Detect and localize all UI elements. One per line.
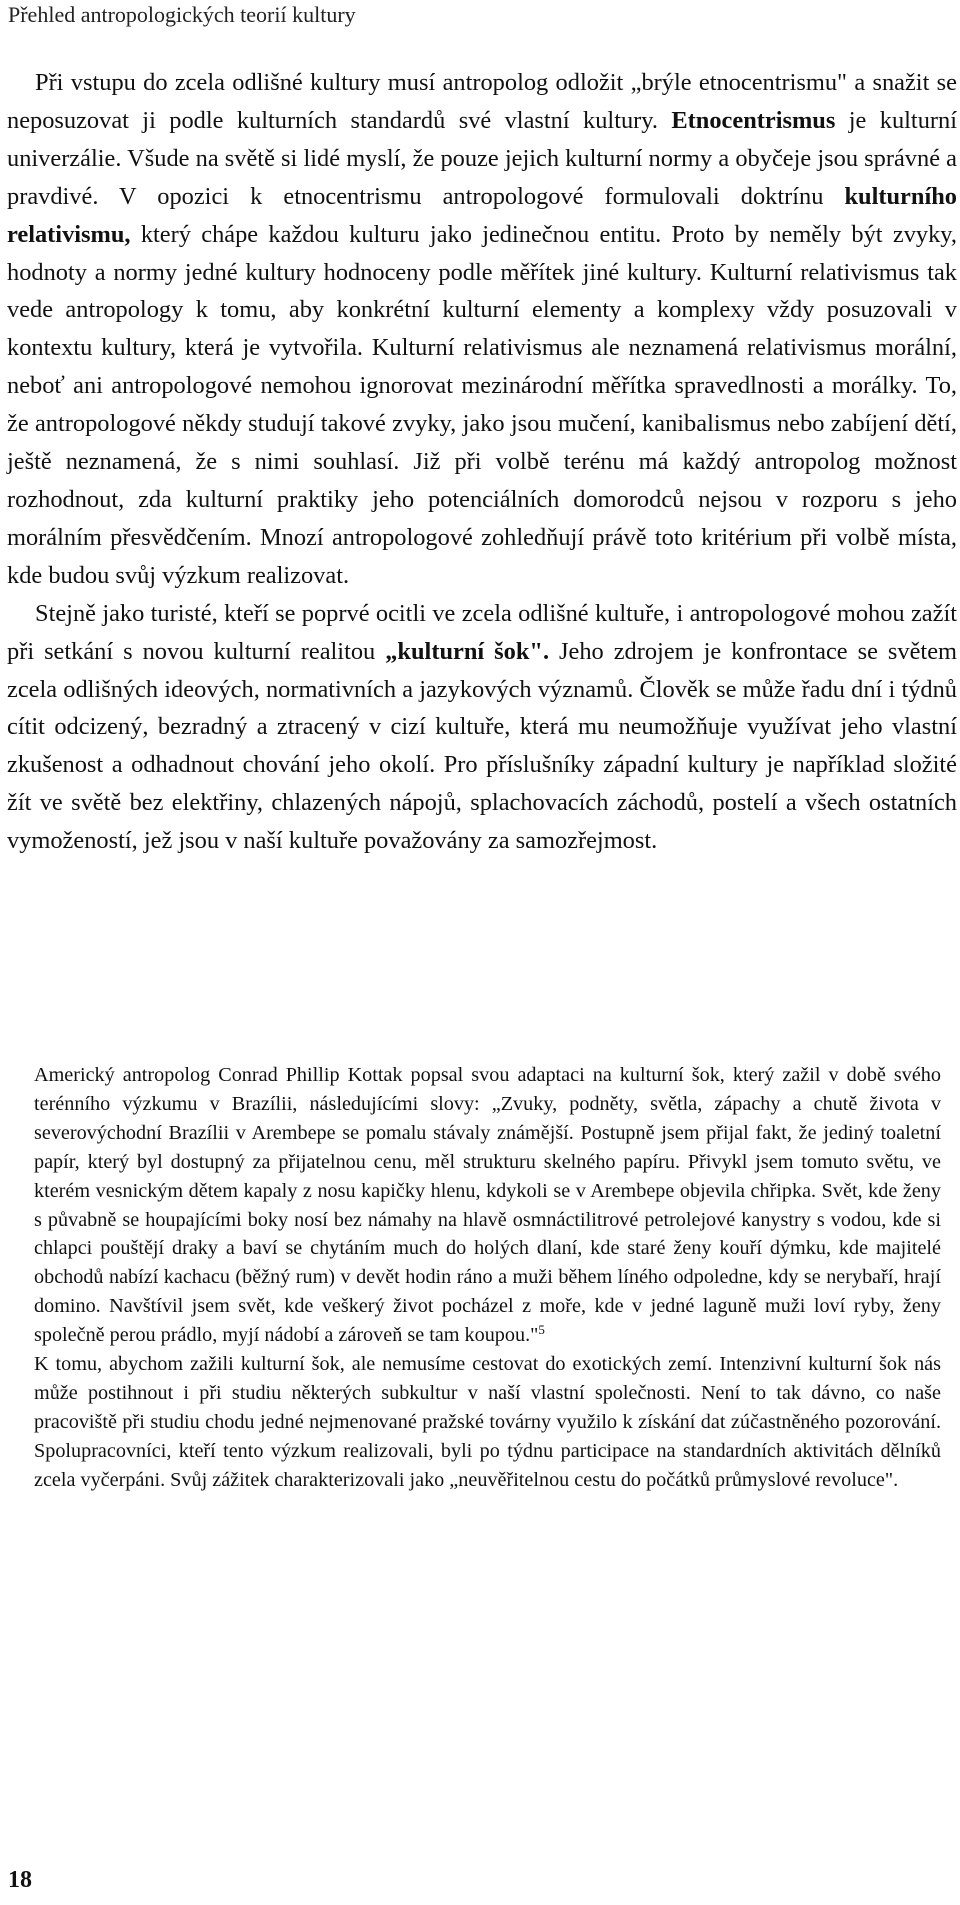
term-kulturni-sok: „kulturní šok". [385, 637, 550, 665]
footnote-reference[interactable]: 5 [538, 1322, 545, 1338]
main-text [7, 64, 957, 860]
paragraph-text: Jeho zdrojem je konfrontace se světem zcela odlišných ideových, normativních a jazykových významů. Člověk se může řadu dní i týdnů cítit odcizený, bezradný a ztracený v cizí kultuře, která mu neumožňuje využívat jeho vlastní zkušenost a odhadnout chování jeho okolí. Pro příslušníky západní kultury je například složité žít ve světě bez elektřiny, chlazených nápojů, splachovacích záchodů, postelí a všech ostatních vymožeností, jež jsou v naší kultuře považovány za samozřejmost. [7, 637, 957, 855]
paragraph-text: je kulturní univerzálie. Všude na světě si lidé myslí, že pouze jejich kulturní normy a obyčeje jsou správné a pravdivé. V opozici k etnocentrismu antropologové formulovali doktrínu [7, 106, 957, 210]
paragraph-text: který chápe každou kulturu jako jedinečnou entitu. Proto by neměly být zvyky, hodnoty a normy jedné kultury hodnoceny podle měřítek jiné kultury. Kulturní relativismus tak vede antropology k tomu, aby konkrétní kulturní elementy a komplexy vždy posuzovali v kontextu kultury, která je vytvořila. Kulturní relativismus ale neznamená relativismus morální, neboť ani antropologové nemohou ignorovat mezinárodní měřítka spravedlnosti a morálky. To, že antropologové někdy studují takové zvyky, jako jsou mučení, kanibalismus nebo zabíjení dětí, ještě neznamená, že s nimi souhlasí. Již při volbě terénu má každý antropolog možnost rozhodnout, zda kulturní praktiky jeho potenciálních domorodců nejsou v rozporu s jeho morálním přesvědčením. Mnozí antropologové zohledňují právě toto kritérium při volbě místa, kde budou svůj výzkum realizovat. [7, 220, 957, 589]
term-etnocentrismus: Etnocentrismus [671, 106, 836, 134]
running-header: Přehled antropologických teorií kultury [8, 2, 356, 27]
paragraph-text: Stejně jako turisté, kteří se poprvé ocitli ve zcela odlišné kultuře, i antropologové mohou zažít při setkání s novou kulturní realitou [7, 599, 957, 665]
term-kulturni-relativismus: kulturního relativismu, [7, 182, 957, 248]
note-text: Americký antropolog Conrad Phillip Kottak popsal svou adaptaci na kulturní šok, který zažil v době svého terénního výzkumu v Brazílii, následujícími slovy: „Zvuky, podněty, světla, zápachy a chutě života v severovýchodní Brazílii v Arembepe se pomalu stávaly známější. Postupně jsem přijal fakt, že jediný toaletní papír, který byl dostupný za přijatelnou cenu, měl strukturu skelného papíru. Přivykl jsem tomuto světu, ve kterém vesnickým dětem kapaly z nosu kapičky hlenu, kdykoli se v Arembepe objevila chřipka. Svět, kde ženy s půvabně se houpajícími boky nosí bez námahy na hlavě osmnáctilitrové petrolejové kanystry s vodou, kde si chlapci pouštějí draky a baví se chytáním much do holých dlaní, kde staré ženy kouří dýmku, kde majitelé obchodů nabízí kachacu (běžný rum) v devět hodin ráno a muži během líného odpoledne, kdy se nerybaří, hrají domino. Navštívil jsem svět, kde veškerý život pocházel z moře, kde v jedné laguně muži loví ryby, ženy společně perou prádlo, myjí nádobí a zároveň se tam koupou." [34, 1064, 941, 1347]
paragraph-text: Při vstupu do zcela odlišné kultury musí antropolog odložit „brýle etnocentrismu" a snažit se neposuzovat ji podle kulturních standardů své vlastní kultury. [7, 69, 957, 134]
note-block [34, 1061, 941, 1495]
main-paragraph-2 [7, 595, 957, 860]
note-paragraph-2: K tomu, abychom zažili kulturní šok, ale nemusíme cestovat do exotických zemí. Intenzivní kulturní šok nás může postihnout i při studiu některých subkultur v naší vlastní společnosti. Není to tak dávno, co naše pracoviště při studiu chodu jedné nejmenované pražské továrny využilo k získání dat zúčastněného pozorování. Spolupracovníci, kteří tento výzkum realizovali, byli po týdnu participace na standardních aktivitách dělníků zcela vyčerpáni. Svůj zážitek charakterizovali jako „neuvěřitelnou cestu do počátků průmyslové revoluce". [34, 1353, 941, 1491]
page-number: 18 [8, 1867, 32, 1893]
main-paragraph-1 [7, 64, 957, 595]
note-paragraph-1 [34, 1061, 941, 1350]
